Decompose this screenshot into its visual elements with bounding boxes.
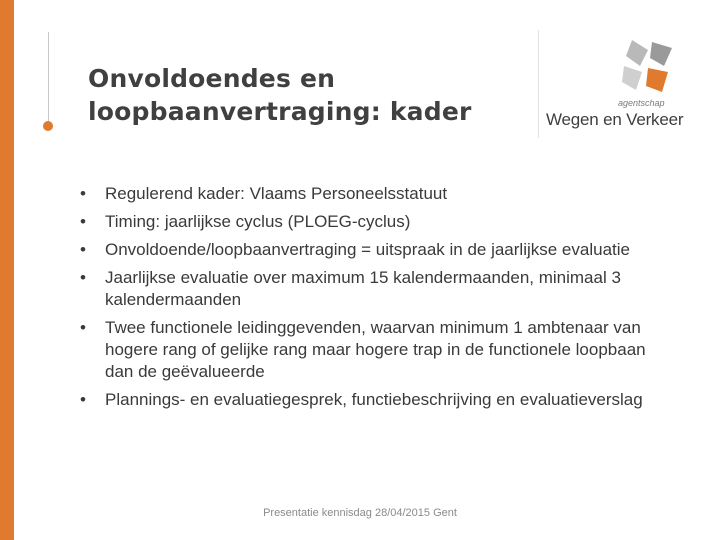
bullet-mark: • — [80, 184, 86, 203]
bullet-item — [75, 267, 675, 311]
wegen-en-verkeer-logo-icon — [618, 38, 676, 96]
logo-separator — [538, 30, 539, 138]
bullet-mark: • — [80, 212, 86, 231]
accent-side-bar — [0, 0, 14, 540]
slide-title — [88, 62, 518, 128]
bullet-text: Timing: jaarlijkse cyclus (PLOEG-cyclus) — [105, 212, 411, 231]
bullet-item — [75, 211, 675, 233]
bullet-text: Twee functionele leidinggevenden, waarvan minimum 1 ambtenaar van hogere rang of gelijke rang maar hogere trap in de functionele loopbaan dan de geëvalueerde — [105, 318, 646, 381]
bullet-text: Jaarlijkse evaluatie over maximum 15 kalendermaanden, minimaal 3 kalendermaanden — [105, 268, 621, 309]
logo-agency-label: agentschap — [618, 98, 665, 108]
bullet-item — [75, 389, 675, 411]
agency-logo — [538, 30, 688, 140]
slide-title-line-1: Onvoldoendes en — [88, 64, 336, 93]
logo-agency-name: Wegen en Verkeer — [546, 110, 684, 129]
bullet-mark: • — [80, 240, 86, 259]
bullet-mark: • — [80, 318, 86, 337]
slide-title-line-2: loopbaanvertraging: kader — [88, 97, 472, 126]
title-accent-dot — [43, 121, 53, 131]
bullet-mark: • — [80, 390, 86, 409]
bullet-item — [75, 183, 675, 205]
bullet-text: Plannings- en evaluatiegesprek, functiebeschrijving en evaluatieverslag — [105, 390, 643, 409]
bullet-text: Onvoldoende/loopbaanvertraging = uitspraak in de jaarlijkse evaluatie — [105, 240, 630, 259]
bullet-item — [75, 239, 675, 261]
bullet-text: Regulerend kader: Vlaams Personeelsstatuut — [105, 184, 448, 203]
title-divider-line — [48, 32, 49, 128]
bullet-mark: • — [80, 268, 86, 287]
bullet-item — [75, 317, 675, 383]
slide-footer: Presentatie kennisdag 28/04/2015 Gent — [263, 507, 457, 519]
bullet-list — [75, 183, 675, 417]
